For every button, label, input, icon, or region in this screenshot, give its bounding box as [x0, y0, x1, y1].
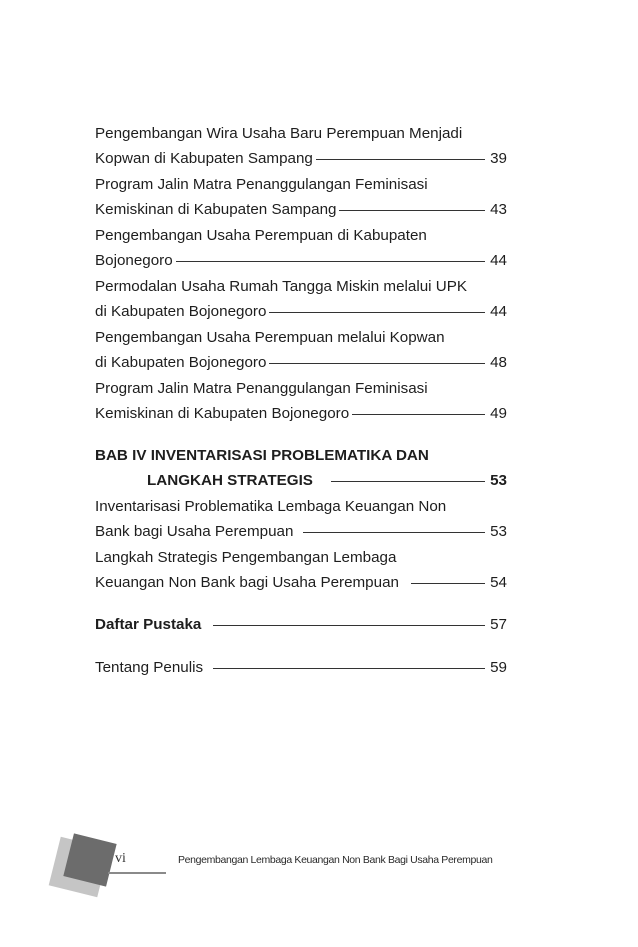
footer-rule — [108, 872, 166, 874]
toc-entry — [95, 224, 507, 273]
page-number: vi — [115, 851, 126, 866]
toc-entry — [95, 275, 507, 324]
dot-leader — [339, 210, 485, 211]
toc-entry-title: Langkah Strategis Pengembangan Lembaga — [95, 549, 397, 566]
toc-page-number: 53 — [490, 471, 507, 489]
toc-entry-daftar-pustaka — [95, 613, 507, 638]
toc-page-number: 59 — [490, 658, 507, 676]
toc-entry-title-cont: Bojonegoro — [95, 251, 173, 269]
toc-entry-title: Program Jalin Matra Penanggulangan Feminisasi — [95, 380, 428, 397]
toc-entry-title-cont: di Kabupaten Bojonegoro — [95, 353, 267, 371]
table-of-contents — [95, 122, 507, 682]
toc-entry — [95, 326, 507, 375]
toc-page-number: 43 — [490, 200, 507, 218]
toc-entry-title-cont: Kemiskinan di Kabupaten Bojonegoro — [95, 404, 350, 422]
toc-entry-title: Inventarisasi Problematika Lembaga Keuangan Non — [95, 498, 447, 515]
toc-page-number: 48 — [490, 353, 507, 371]
toc-entry-title: Tentang Penulis — [95, 658, 204, 676]
toc-page-number: 39 — [490, 149, 507, 167]
running-footer-title: Pengembangan Lembaga Keuangan Non Bank Bagi Usaha Perempuan — [178, 854, 493, 866]
toc-entry-title-cont: Kopwan di Kabupaten Sampang — [95, 149, 313, 167]
toc-entry — [95, 122, 507, 171]
toc-entry — [95, 495, 507, 544]
toc-page-number: 49 — [490, 404, 507, 422]
toc-page-number: 57 — [490, 616, 507, 633]
toc-entry-title: Pengembangan Usaha Perempuan melalui Kopwan — [95, 329, 445, 346]
dot-leader — [269, 363, 485, 364]
toc-entry-title: Pengembangan Wira Usaha Baru Perempuan Menjadi — [95, 125, 463, 142]
dot-leader — [176, 261, 485, 262]
dot-leader — [269, 312, 485, 313]
toc-entry — [95, 546, 507, 595]
toc-chapter-entry — [95, 444, 507, 493]
toc-entry-title-cont: Kemiskinan di Kabupaten Sampang — [95, 200, 337, 218]
toc-page-number: 44 — [490, 251, 507, 269]
toc-page-number: 44 — [490, 302, 507, 320]
toc-entry-title-cont: Keuangan Non Bank bagi Usaha Perempuan — [95, 573, 399, 591]
chapter-title-cont: LANGKAH STRATEGIS — [147, 471, 313, 489]
toc-entry-title-cont: di Kabupaten Bojonegoro — [95, 302, 267, 320]
toc-page-number: 53 — [490, 522, 507, 540]
dot-leader — [303, 532, 485, 533]
chapter-title: BAB IV INVENTARISASI PROBLEMATIKA DAN — [95, 447, 429, 464]
toc-entry — [95, 173, 507, 222]
toc-entry-title-cont: Bank bagi Usaha Perempuan — [95, 522, 294, 540]
dot-leader — [316, 159, 485, 160]
dot-leader — [352, 414, 485, 415]
toc-entry-title: Daftar Pustaka — [95, 616, 202, 633]
dot-leader — [411, 583, 485, 584]
toc-page-number: 54 — [490, 573, 507, 591]
toc-entry-tentang-penulis — [95, 656, 507, 681]
toc-entry-title: Permodalan Usaha Rumah Tangga Miskin melalui UPK — [95, 278, 467, 295]
dot-leader — [213, 668, 485, 669]
toc-entry — [95, 377, 507, 426]
toc-entry-title: Pengembangan Usaha Perempuan di Kabupaten — [95, 227, 427, 244]
dot-leader — [213, 625, 485, 626]
toc-entry-title: Program Jalin Matra Penanggulangan Feminisasi — [95, 176, 428, 193]
dot-leader — [331, 481, 485, 482]
